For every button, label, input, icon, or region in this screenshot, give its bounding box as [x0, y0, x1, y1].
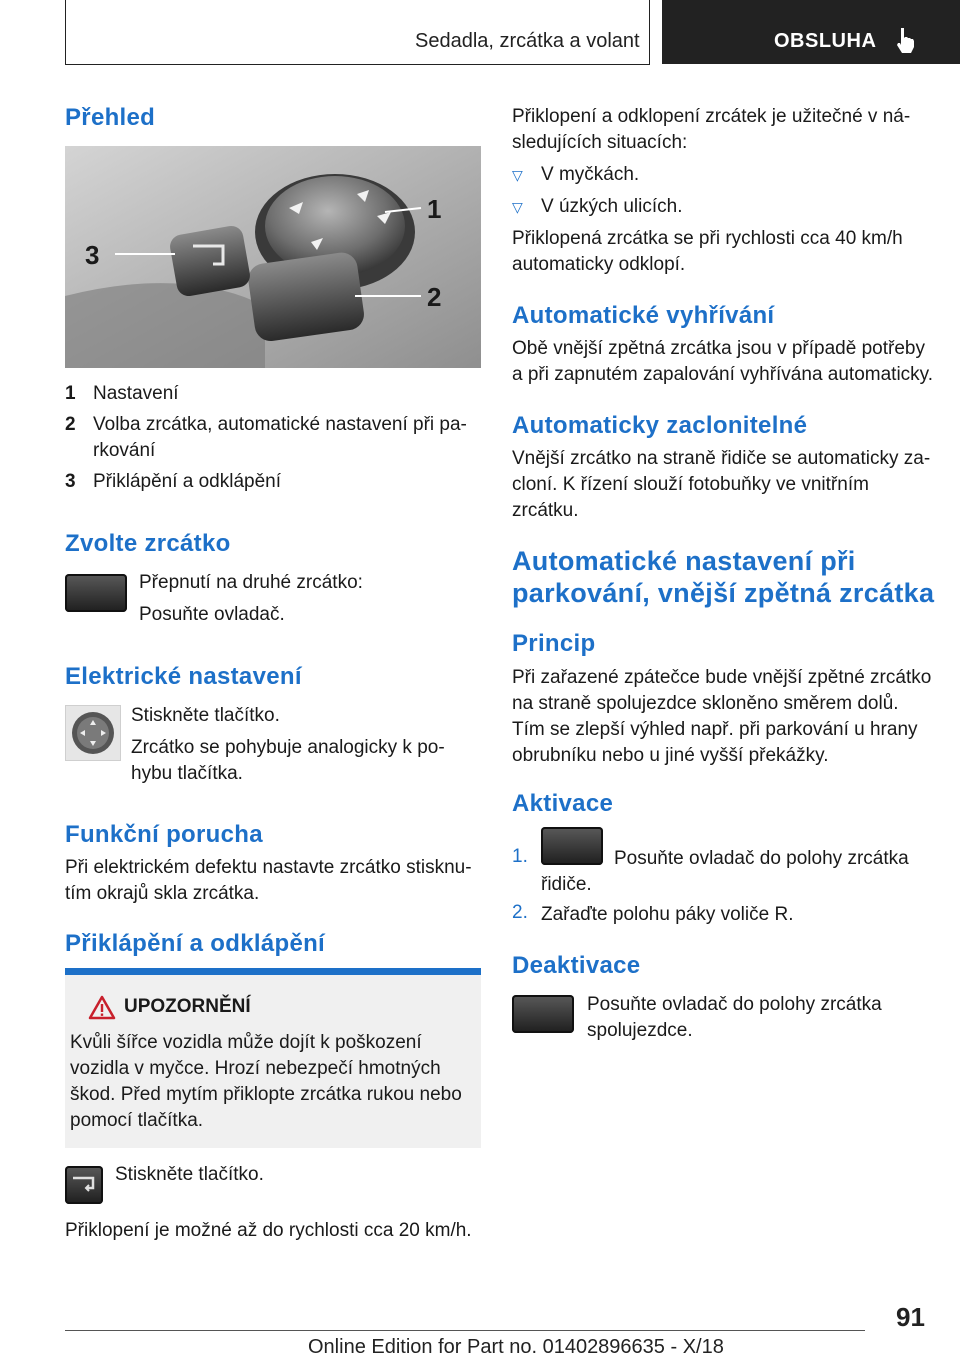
legend-item: [65, 381, 179, 407]
press-button-text: Stiskněte tlačítko.: [115, 1164, 264, 1185]
fold-button-icon: [65, 1166, 103, 1204]
deactivation-text: Posuňte ovladač do polohy zrcátka: [587, 994, 882, 1015]
bullet-text: V myčkách.: [541, 164, 640, 185]
warning-text: vozidla v myčce. Hrozí nebezpečí hmotných: [70, 1058, 441, 1079]
principle-text: Při zařazené zpátečce bude vnější zpětné zrcátko: [512, 667, 932, 688]
callout-1: 1: [427, 194, 442, 224]
parking-heading: parkování, vnější zpětná zrcátka: [512, 578, 935, 608]
page-number: 91: [896, 1302, 925, 1332]
legend-number: 3: [65, 471, 76, 492]
pointing-hand-icon: [894, 27, 918, 53]
folding-intro: sledujících situacích:: [512, 132, 688, 153]
malfunction-text: tím okrajů skla zrcátka.: [65, 883, 260, 904]
step-text: Posuňte ovladač do polohy zrcátka: [614, 848, 909, 869]
callout-3: 3: [85, 240, 100, 270]
step-text: Zařaďte polohu páky voliče R.: [541, 904, 794, 925]
warning-text: pomocí tlačítka.: [70, 1110, 204, 1131]
fold-speed-note: Přiklopení je možné až do rychlosti cca 20 km/h.: [65, 1220, 472, 1241]
triangle-bullet-icon: ▽: [512, 167, 523, 183]
principle-heading: Princip: [512, 630, 596, 657]
chapter-tab-label: OBSLUHA: [774, 30, 877, 52]
principle-text: obrubníku nebo u jiné vyšší překážky.: [512, 745, 829, 766]
electric-adjust-text: hybu tlačítka.: [131, 763, 243, 784]
legend-text: Volba zrcátka, automatické nastavení při pa-: [93, 414, 467, 435]
electric-adjust-heading: Elektrické nastavení: [65, 663, 302, 690]
speed-unfold-text: Přiklopená zrcátka se při rychlosti cca 40 km/h: [512, 228, 903, 249]
footer-rule: [65, 1330, 865, 1331]
header-right-rule: [649, 0, 650, 64]
header-chapter-tab[interactable]: [662, 0, 960, 64]
warning-text: Kvůli šířce vozidla může dojít k poškození: [70, 1032, 422, 1053]
legend-text: rkování: [93, 440, 156, 461]
dimming-text: Vnější zrcátko na straně řidiče se automaticky za-: [512, 448, 931, 469]
activation-heading: Aktivace: [512, 790, 614, 817]
malfunction-heading: Funkční porucha: [65, 821, 263, 848]
dimming-heading: Automaticky zaclonitelné: [512, 412, 808, 439]
triangle-bullet-icon: ▽: [512, 199, 523, 215]
principle-text: Tím se zlepší výhled např. při parkování u hrany: [512, 719, 918, 740]
adjust-knob-icon: [65, 705, 121, 761]
step-number: 1.: [512, 846, 528, 867]
warning-triangle-icon: [88, 995, 116, 1020]
folding-heading: Přiklápění a odklápění: [65, 930, 326, 957]
select-mirror-text: Přepnutí na druhé zrcátko:: [139, 572, 363, 593]
legend-item: [65, 412, 481, 461]
electric-adjust-text: Stiskněte tlačítko.: [131, 705, 280, 726]
dimming-text: zrcátku.: [512, 500, 579, 521]
bullet-item: [512, 162, 640, 188]
step-text: řidiče.: [541, 874, 592, 895]
electric-adjust-text: Zrcátko se pohybuje analogicky k po-: [131, 737, 445, 758]
dimming-text: cloní. K řízení slouží fotobuňky ve vnitřním: [512, 474, 869, 495]
header-bottom-rule: [65, 64, 650, 65]
heating-text: a při zapnutém zapalování vyhřívána automaticky.: [512, 364, 934, 385]
bullet-text: V úzkých ulicích.: [541, 196, 683, 217]
mirror-controls-photo: [65, 146, 481, 368]
deactivation-heading: Deaktivace: [512, 952, 641, 979]
warning-title: UPOZORNĚNÍ: [124, 996, 251, 1017]
principle-text: na straně spolujezdce skloněno směrem dolů.: [512, 693, 899, 714]
heating-heading: Automatické vyhřívání: [512, 302, 775, 329]
footer-edition: Online Edition for Part no. 01402896635 - X/18: [308, 1336, 724, 1358]
legend-text: Nastavení: [93, 383, 179, 404]
legend-item: [65, 469, 282, 495]
folding-intro: Přiklopení a odklopení zrcátek je užitečné v ná-: [512, 106, 911, 127]
overview-heading: Přehled: [65, 104, 156, 131]
mirror-switch-icon: [512, 995, 574, 1033]
mirror-switch-icon: [541, 827, 603, 865]
legend-number: 2: [65, 414, 76, 435]
mirror-switch-icon: [65, 574, 127, 612]
warning-box: [65, 975, 481, 1148]
malfunction-text: Při elektrickém defektu nastavte zrcátko stisknu-: [65, 857, 472, 878]
select-mirror-text: Posuňte ovladač.: [139, 604, 285, 625]
header-left-rule: [65, 0, 66, 64]
select-mirror-heading: Zvolte zrcátko: [65, 530, 231, 557]
speed-unfold-text: automaticky odklopí.: [512, 254, 686, 275]
deactivation-text: spolujezdce.: [587, 1020, 693, 1041]
warning-text: škod. Před mytím přiklopte zrcátka rukou nebo: [70, 1084, 462, 1105]
legend-number: 1: [65, 383, 76, 404]
parking-heading: Automatické nastavení při: [512, 546, 856, 576]
warning-bar: [65, 968, 481, 975]
step-number: 2.: [512, 902, 528, 923]
heating-text: Obě vnější zpětná zrcátka jsou v případě potřeby: [512, 338, 925, 359]
header-section-title: Sedadla, zrcátka a volant: [415, 30, 640, 52]
callout-2: 2: [427, 282, 442, 312]
bullet-item: [512, 194, 683, 220]
legend-text: Přiklápění a odklápění: [93, 471, 282, 492]
